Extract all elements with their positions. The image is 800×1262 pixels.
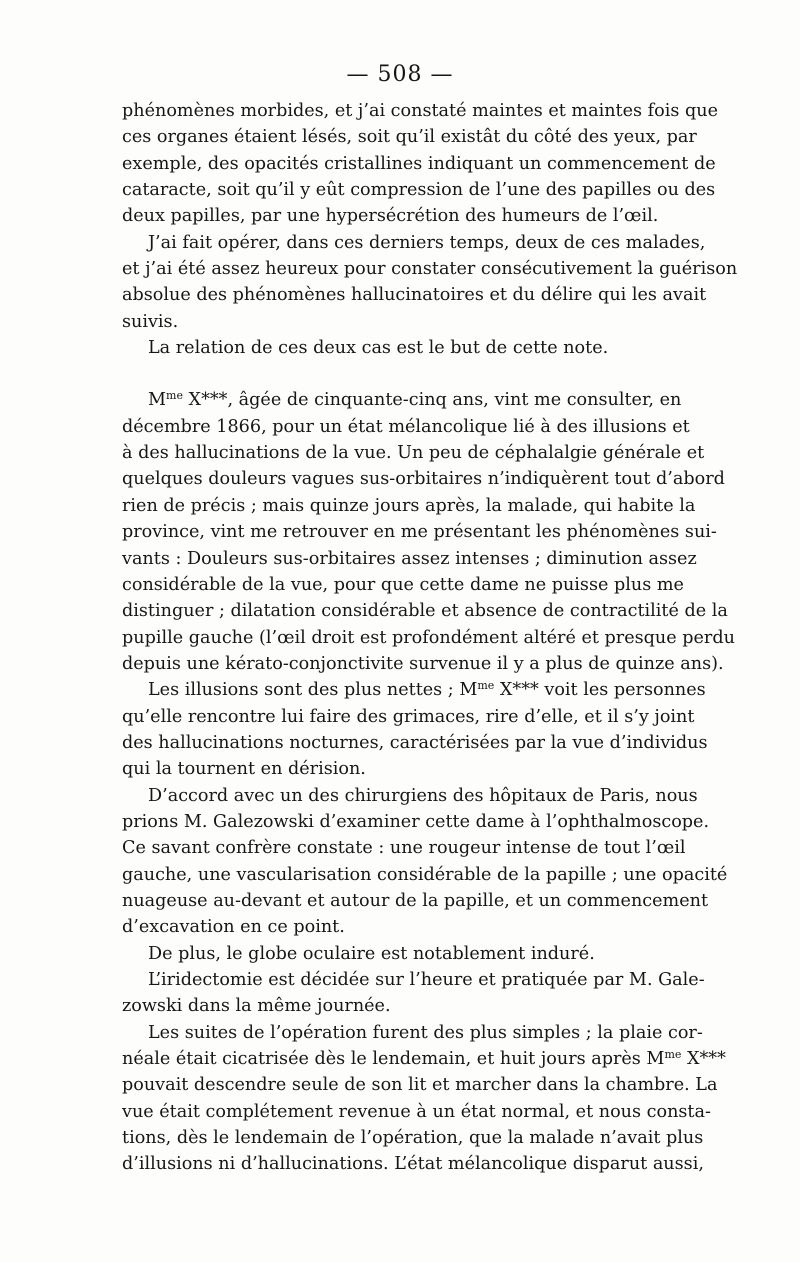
text-line: tions, dès le lendemain de l’opération, que la malade n’avait plus — [122, 1128, 704, 1149]
text-line: cataracte, soit qu’il y eût compression de l’une des papilles ou des — [122, 180, 716, 201]
paragraph-gap — [122, 361, 674, 387]
text-line: depuis une kérato-conjonctivite survenue il y a plus de quinze ans). — [122, 653, 724, 674]
text-line: J’ai fait opérer, dans ces derniers temps, deux de ces malades, — [148, 232, 706, 253]
body-text — [122, 98, 738, 1178]
text-line: néale était cicatrisée dès le lendemain, et huit jours après $M^{me}$ X*** — [122, 1048, 726, 1070]
text-line: vants : Douleurs sus-orbitaires assez intenses ; diminution assez — [122, 548, 697, 569]
text-line: quelques douleurs vagues sus-orbitaires n’indiquèrent tout d’abord — [122, 469, 725, 490]
text-line: exemple, des opacités cristallines indiquant un commencement de — [122, 153, 716, 174]
text-line: suivis. — [122, 311, 179, 332]
text-line: à des hallucinations de la vue. Un peu de céphalalgie générale et — [122, 443, 705, 464]
text-line: d’illusions ni d’hallucinations. L’état mélancolique disparut aussi, — [122, 1154, 704, 1175]
paragraph — [122, 335, 674, 361]
text-line: De plus, le globe oculaire est notablement induré. — [148, 943, 595, 964]
text-line: décembre 1866, pour un état mélancolique lié à des illusions et — [122, 416, 690, 437]
text-line: zowski dans la même journée. — [122, 996, 391, 1017]
text-line: des hallucinations nocturnes, caractérisées par la vue d’individus — [122, 732, 708, 753]
text-line: pupille gauche (l’œil droit est profondément altéré et presque perdu — [122, 627, 735, 648]
text-line: vue était complétement revenue à un état normal, et nous consta- — [122, 1101, 711, 1122]
text-line: qui la tournent en dérision. — [122, 759, 366, 780]
paragraph — [122, 783, 728, 941]
page-number: — 508 — — [346, 62, 454, 87]
text-line: et j’ai été assez heureux pour constater consécutivement la guérison — [122, 259, 738, 280]
paragraph — [122, 230, 738, 335]
text-line: phénomènes morbides, et j’ai constaté maintes et maintes fois que — [122, 101, 719, 121]
text-line: province, vint me retrouver en me présentant les phénomènes sui- — [122, 522, 717, 543]
text-line: deux papilles, par une hypersécrétion des humeurs de l’œil. — [122, 206, 659, 227]
text-line: nuageuse au-devant et autour de la papille, et un commencement — [122, 890, 709, 911]
paragraph — [122, 967, 705, 1020]
text-line: considérable de la vue, pour que cette dame ne puisse plus me — [122, 574, 684, 595]
text-line: $M^{me}$ X***, âgée de cinquante-cinq ans, vint me consulter, en — [148, 389, 682, 411]
text-line: Les suites de l’opération furent des plus simples ; la plaie cor- — [148, 1022, 703, 1043]
text-line: L’iridectomie est décidée sur l’heure et pratiquée par M. Gale- — [148, 970, 705, 990]
text-line: D’accord avec un des chirurgiens des hôpitaux de Paris, nous — [148, 785, 698, 806]
text-line: pouvait descendre seule de son lit et marcher dans la chambre. La — [122, 1075, 718, 1096]
text-line: gauche, une vascularisation considérable de la papille ; une opacité — [122, 864, 728, 885]
text-line: prions M. Galezowski d’examiner cette dame à l’ophthalmoscope. — [122, 811, 710, 832]
paragraph — [122, 677, 708, 782]
paragraph — [122, 98, 719, 230]
paragraph — [122, 1020, 726, 1178]
text-line: Les illusions sont des plus nettes ; $M^{me}$ X*** voit les personnes — [148, 679, 706, 701]
paragraph — [122, 941, 674, 967]
text-line: absolue des phénomènes hallucinatoires et du délire qui les avait — [122, 285, 707, 306]
text-line: d’excavation en ce point. — [122, 917, 345, 938]
text-line: distinguer ; dilatation considérable et absence de contractilité de la — [122, 601, 728, 622]
text-line: La relation de ces deux cas est le but de cette note. — [148, 338, 609, 359]
text-line: Ce savant confrère constate : une rougeur intense de tout l’œil — [122, 838, 686, 859]
paragraph — [122, 387, 735, 677]
text-line: ces organes étaient lésés, soit qu’il existât du côté des yeux, par — [122, 127, 697, 148]
text-line: qu’elle rencontre lui faire des grimaces, rire d’elle, et il s’y joint — [122, 706, 695, 727]
text-line: rien de précis ; mais quinze jours après, la malade, qui habite la — [122, 495, 696, 516]
